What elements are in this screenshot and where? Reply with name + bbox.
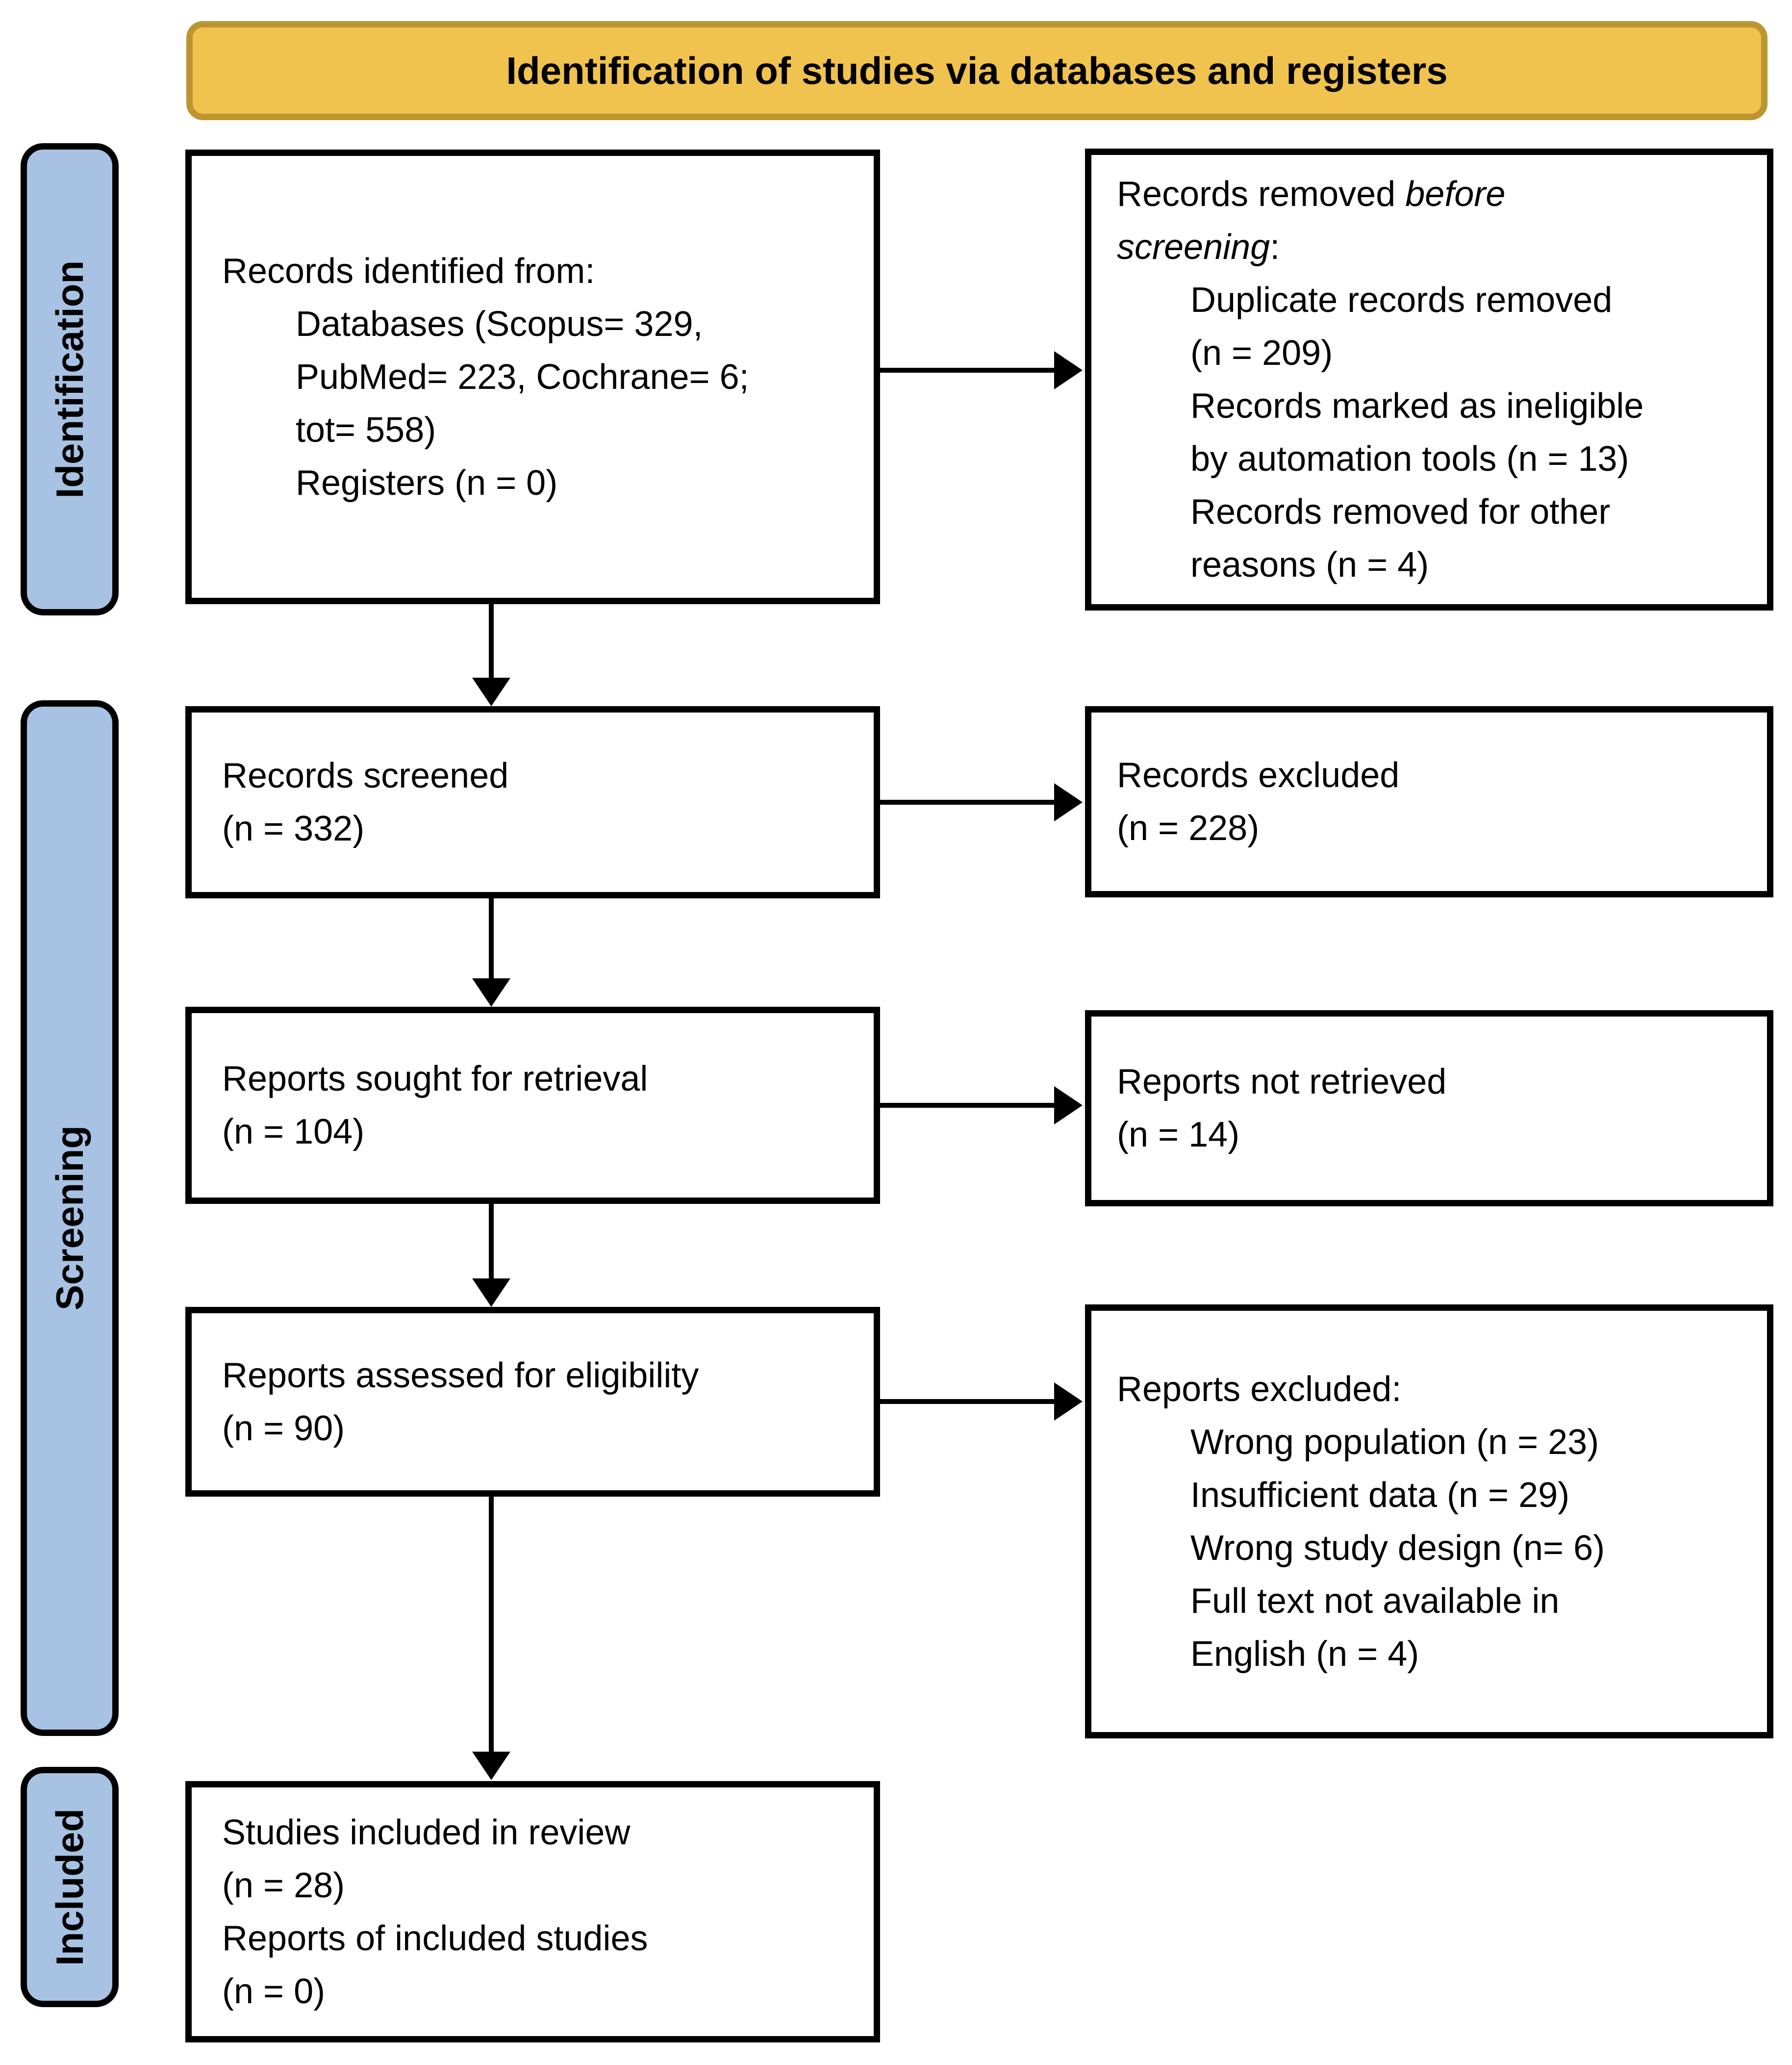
reports-assessed-count: (n = 90): [222, 1408, 345, 1448]
reports-included-line: Reports of included studies: [222, 1918, 648, 1958]
records-removed-item: (n = 209): [1190, 333, 1333, 373]
arrow-screened-to-sought-line: [489, 898, 494, 978]
stage-screening-label: Screening: [48, 1125, 91, 1311]
arrow-identified-to-screened-head: [472, 678, 510, 706]
reports-not-retrieved-count: (n = 14): [1117, 1115, 1240, 1154]
reports-excluded-heading: Reports excluded:: [1117, 1369, 1402, 1409]
arrow-assessed-to-reportsexcluded-line: [880, 1399, 1054, 1404]
studies-included-box: [185, 1781, 880, 2042]
arrow-identified-to-removed-line: [880, 368, 1054, 373]
records-excluded-box: [1085, 706, 1773, 897]
reports-excluded-item: Wrong study design (n= 6): [1190, 1528, 1605, 1568]
reports-excluded-item: Insufficient data (n = 29): [1190, 1475, 1570, 1515]
reports-not-retrieved-box: [1085, 1010, 1773, 1206]
arrow-assessed-to-included-head: [472, 1752, 510, 1780]
diagram-title: [186, 21, 1767, 120]
records-removed-heading-line2: screening:: [1117, 228, 1280, 267]
reports-assessed-box: [185, 1307, 880, 1497]
arrow-sought-to-assessed-head: [472, 1278, 510, 1307]
records-removed-item: Records removed for other: [1190, 492, 1611, 532]
arrow-screened-to-excluded-head: [1054, 783, 1083, 821]
records-identified-item: Databases (Scopus= 329,: [296, 304, 703, 344]
studies-included-line: Studies included in review: [222, 1812, 631, 1852]
arrow-sought-to-assessed-line: [489, 1204, 494, 1278]
records-excluded-line: Records excluded: [1117, 756, 1400, 795]
reports-sought-box: [185, 1007, 880, 1204]
records-identified-item: tot= 558): [296, 410, 436, 450]
records-removed-box: [1085, 149, 1773, 611]
records-removed-item: reasons (n = 4): [1190, 545, 1429, 585]
arrow-identified-to-screened-line: [489, 604, 494, 679]
records-removed-item: by automation tools (n = 13): [1190, 439, 1629, 479]
reports-excluded-box: [1085, 1304, 1773, 1738]
reports-not-retrieved-line: Reports not retrieved: [1117, 1062, 1447, 1101]
arrow-sought-to-notretrieved-head: [1054, 1086, 1083, 1124]
records-screened-count: (n = 332): [222, 809, 365, 848]
diagram-title-text: Identification of studies via databases and registers: [506, 49, 1448, 92]
stage-screening: [21, 700, 119, 1736]
records-identified-box: [185, 150, 880, 604]
stage-identification: [21, 143, 119, 615]
reports-assessed-line: Reports assessed for eligibility: [222, 1355, 699, 1395]
records-removed-heading-line1: Records removed before: [1117, 175, 1506, 214]
arrow-sought-to-notretrieved-line: [880, 1103, 1054, 1108]
arrow-assessed-to-reportsexcluded-head: [1054, 1382, 1083, 1421]
arrow-screened-to-sought-head: [472, 978, 510, 1007]
records-screened-line: Records screened: [222, 756, 509, 795]
reports-included-count: (n = 0): [222, 1971, 326, 2011]
records-identified-item: Registers (n = 0): [296, 463, 558, 503]
arrow-screened-to-excluded-line: [880, 800, 1054, 805]
records-identified-item: PubMed= 223, Cochrane= 6;: [296, 357, 749, 397]
stage-included: [21, 1767, 119, 2007]
reports-sought-line: Reports sought for retrieval: [222, 1059, 648, 1098]
stage-included-label: Included: [48, 1808, 91, 1966]
studies-included-count: (n = 28): [222, 1865, 345, 1905]
arrow-assessed-to-included-line: [489, 1497, 494, 1752]
records-removed-item: Records marked as ineligible: [1190, 386, 1644, 426]
records-excluded-count: (n = 228): [1117, 809, 1260, 848]
records-screened-box: [185, 706, 880, 898]
records-removed-item: Duplicate records removed: [1190, 280, 1613, 320]
reports-excluded-item: Full text not available in: [1190, 1581, 1560, 1621]
reports-excluded-item: Wrong population (n = 23): [1190, 1422, 1599, 1462]
stage-identification-label: Identification: [48, 260, 91, 499]
arrow-identified-to-removed-head: [1054, 351, 1083, 389]
reports-excluded-item: English (n = 4): [1190, 1634, 1419, 1674]
records-identified-heading: Records identified from:: [222, 251, 595, 291]
reports-sought-count: (n = 104): [222, 1112, 365, 1151]
